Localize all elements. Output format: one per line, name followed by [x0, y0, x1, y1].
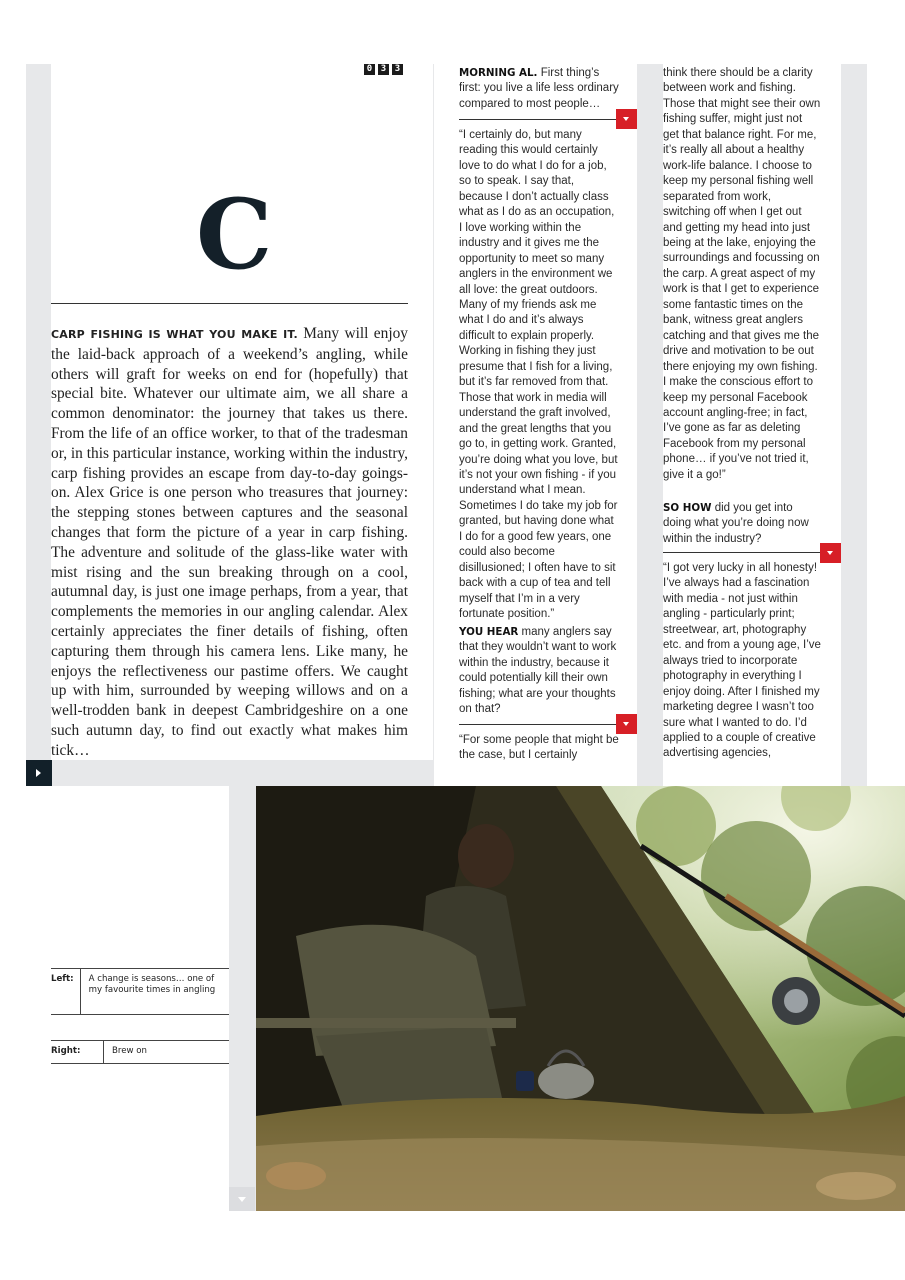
- question-2-rule: [459, 724, 617, 725]
- page-digit: 3: [392, 64, 403, 75]
- question-1: [459, 66, 619, 112]
- arrow-down-icon[interactable]: [229, 1187, 255, 1211]
- question-3-text: did you get into doing what you’re doing now within the industry?: [663, 502, 809, 545]
- caption-right: [51, 1040, 229, 1064]
- gutter-right: [841, 64, 867, 786]
- answer-2-start: “For some people that might be the case, but I certainly: [459, 734, 619, 762]
- arrow-down-icon[interactable]: [616, 109, 637, 129]
- intro-body: Many will enjoy the laid-back approach of a weekend’s angling, while others will graft for weeks on end for (hopefully) that special bite. Whatever our ultimate aim, we all share a common denominator: the journey that takes us there. From the life of an office worker, to that of the tradesman or, in this particular instance, working within the industry, carp fishing provides an escape from day-to-day goings-on. Alex Grice is one person who treasures that journey: the stepping stones between captures and the seasonal changes that form the picture of a year in carp fishing. The adventure and solitude of the glass-like water with mist rising and the sun breaking through on a cool, autumnal day, is just one image perhaps, from a year, that complements the memories in our angling calendar. Alex certainly appreciates the finer details of fishing, often capturing them through his camera lens. Like many, he enjoys the reflectiveness our pastime offers. We caught up with him, surrounded by weeping willows and on a well-trodden bank in deepest Cambridgeshire on a one such autumn day, to find out exactly what makes him tick…: [51, 325, 409, 759]
- intro-paragraph: [51, 324, 408, 761]
- intro-rule: [51, 303, 408, 304]
- question-3-lead: SO HOW: [663, 502, 712, 514]
- question-3-rule: [663, 552, 821, 553]
- photo-side-strip: [229, 786, 256, 1211]
- page-number: [364, 64, 403, 75]
- page-digit: 0: [364, 64, 375, 75]
- intro-lead: CARP FISHING IS WHAT YOU MAKE IT.: [51, 328, 298, 341]
- arrow-right-icon[interactable]: [26, 760, 52, 786]
- question-2-lead: YOU HEAR: [459, 626, 519, 638]
- caption-label: Left:: [51, 969, 81, 1014]
- answer-3: “I got very lucky in all honesty! I’ve always had a fascination with media - not just within angling - particularly print; streetwear, art, photography etc. and from a young age, I’ve always tried to incorporate photography in everything I enjoy doing. After I finished my marketing degree I wasn’t too sure what I wanted to do. I’d applied to a couple of creative advertising agencies,: [663, 562, 821, 760]
- gutter-mid: [637, 64, 663, 786]
- caption-text: Brew on: [112, 1046, 147, 1056]
- answer-1: “I certainly do, but many reading this would certainly love to do what I do for a job, so to speak. I say that, because I don’t actually class what as I do as an occupation, I love working within the industry and it gives me the opportunity to meet so many anglers in the environment we all love: the great outdoors. Many of my friends ask me what I do and it’s always difficult to explain properly. Working in fishing they just presume that I fish for a living, but it’s far removed from that. Those that work in media will understand the graft involved, and the great lengths that you go to, in getting work. Granted, you’re doing what you love, but it’s not your own fishing - if you understand what I mean. Sometimes I do take my job for granted, but having done what I do for a good few years, one could also become disillusioned; I often have to sit back with a cup of tea and tell myself that I’m in a very fortunate position.”: [459, 129, 618, 621]
- angler-photo: [256, 786, 905, 1211]
- question-1-rule: [459, 119, 617, 120]
- question-2-text: many anglers say that they wouldn’t want to work within the industry, because it could potentially kill their own fishing; what are your thoughts on that?: [459, 626, 617, 716]
- question-1-text: First thing’s first: you live a life less ordinary compared to most people…: [459, 67, 619, 110]
- question-1-lead: MORNING AL.: [459, 67, 538, 79]
- caption-left: [51, 968, 229, 1015]
- drop-cap: C: [196, 178, 273, 291]
- answer-2-continued: think there should be a clarity between work and fishing. Those that might see their own fishing suffer, might just not get that balance right. For me, it’s really all about a healthy work-life balance. I choose to keep my personal fishing well separated from work, switching off when I get out and getting my head into just being at the lake, enjoying the surroundings and focussing on the carp. A great aspect of my work is that I get to experience some fantastic times on the bank, witness great anglers catching and that gives me the drive and motivation to be out there enjoying my own fishing. I make the conscious effort to keep my personal Facebook account angling-free; in fact, I’ve gone as far as deleting Facebook from my personal phone… if you’ve not tried it, give it a go!”: [663, 67, 821, 481]
- question-2: [459, 625, 619, 718]
- question-3: [663, 501, 821, 547]
- caption-label: Right:: [51, 1041, 104, 1063]
- caption-text: A change is seasons… one of my favourite times in angling: [88, 974, 216, 995]
- page-digit: 3: [378, 64, 389, 75]
- arrow-down-icon[interactable]: [616, 714, 637, 734]
- arrow-down-icon[interactable]: [820, 543, 841, 563]
